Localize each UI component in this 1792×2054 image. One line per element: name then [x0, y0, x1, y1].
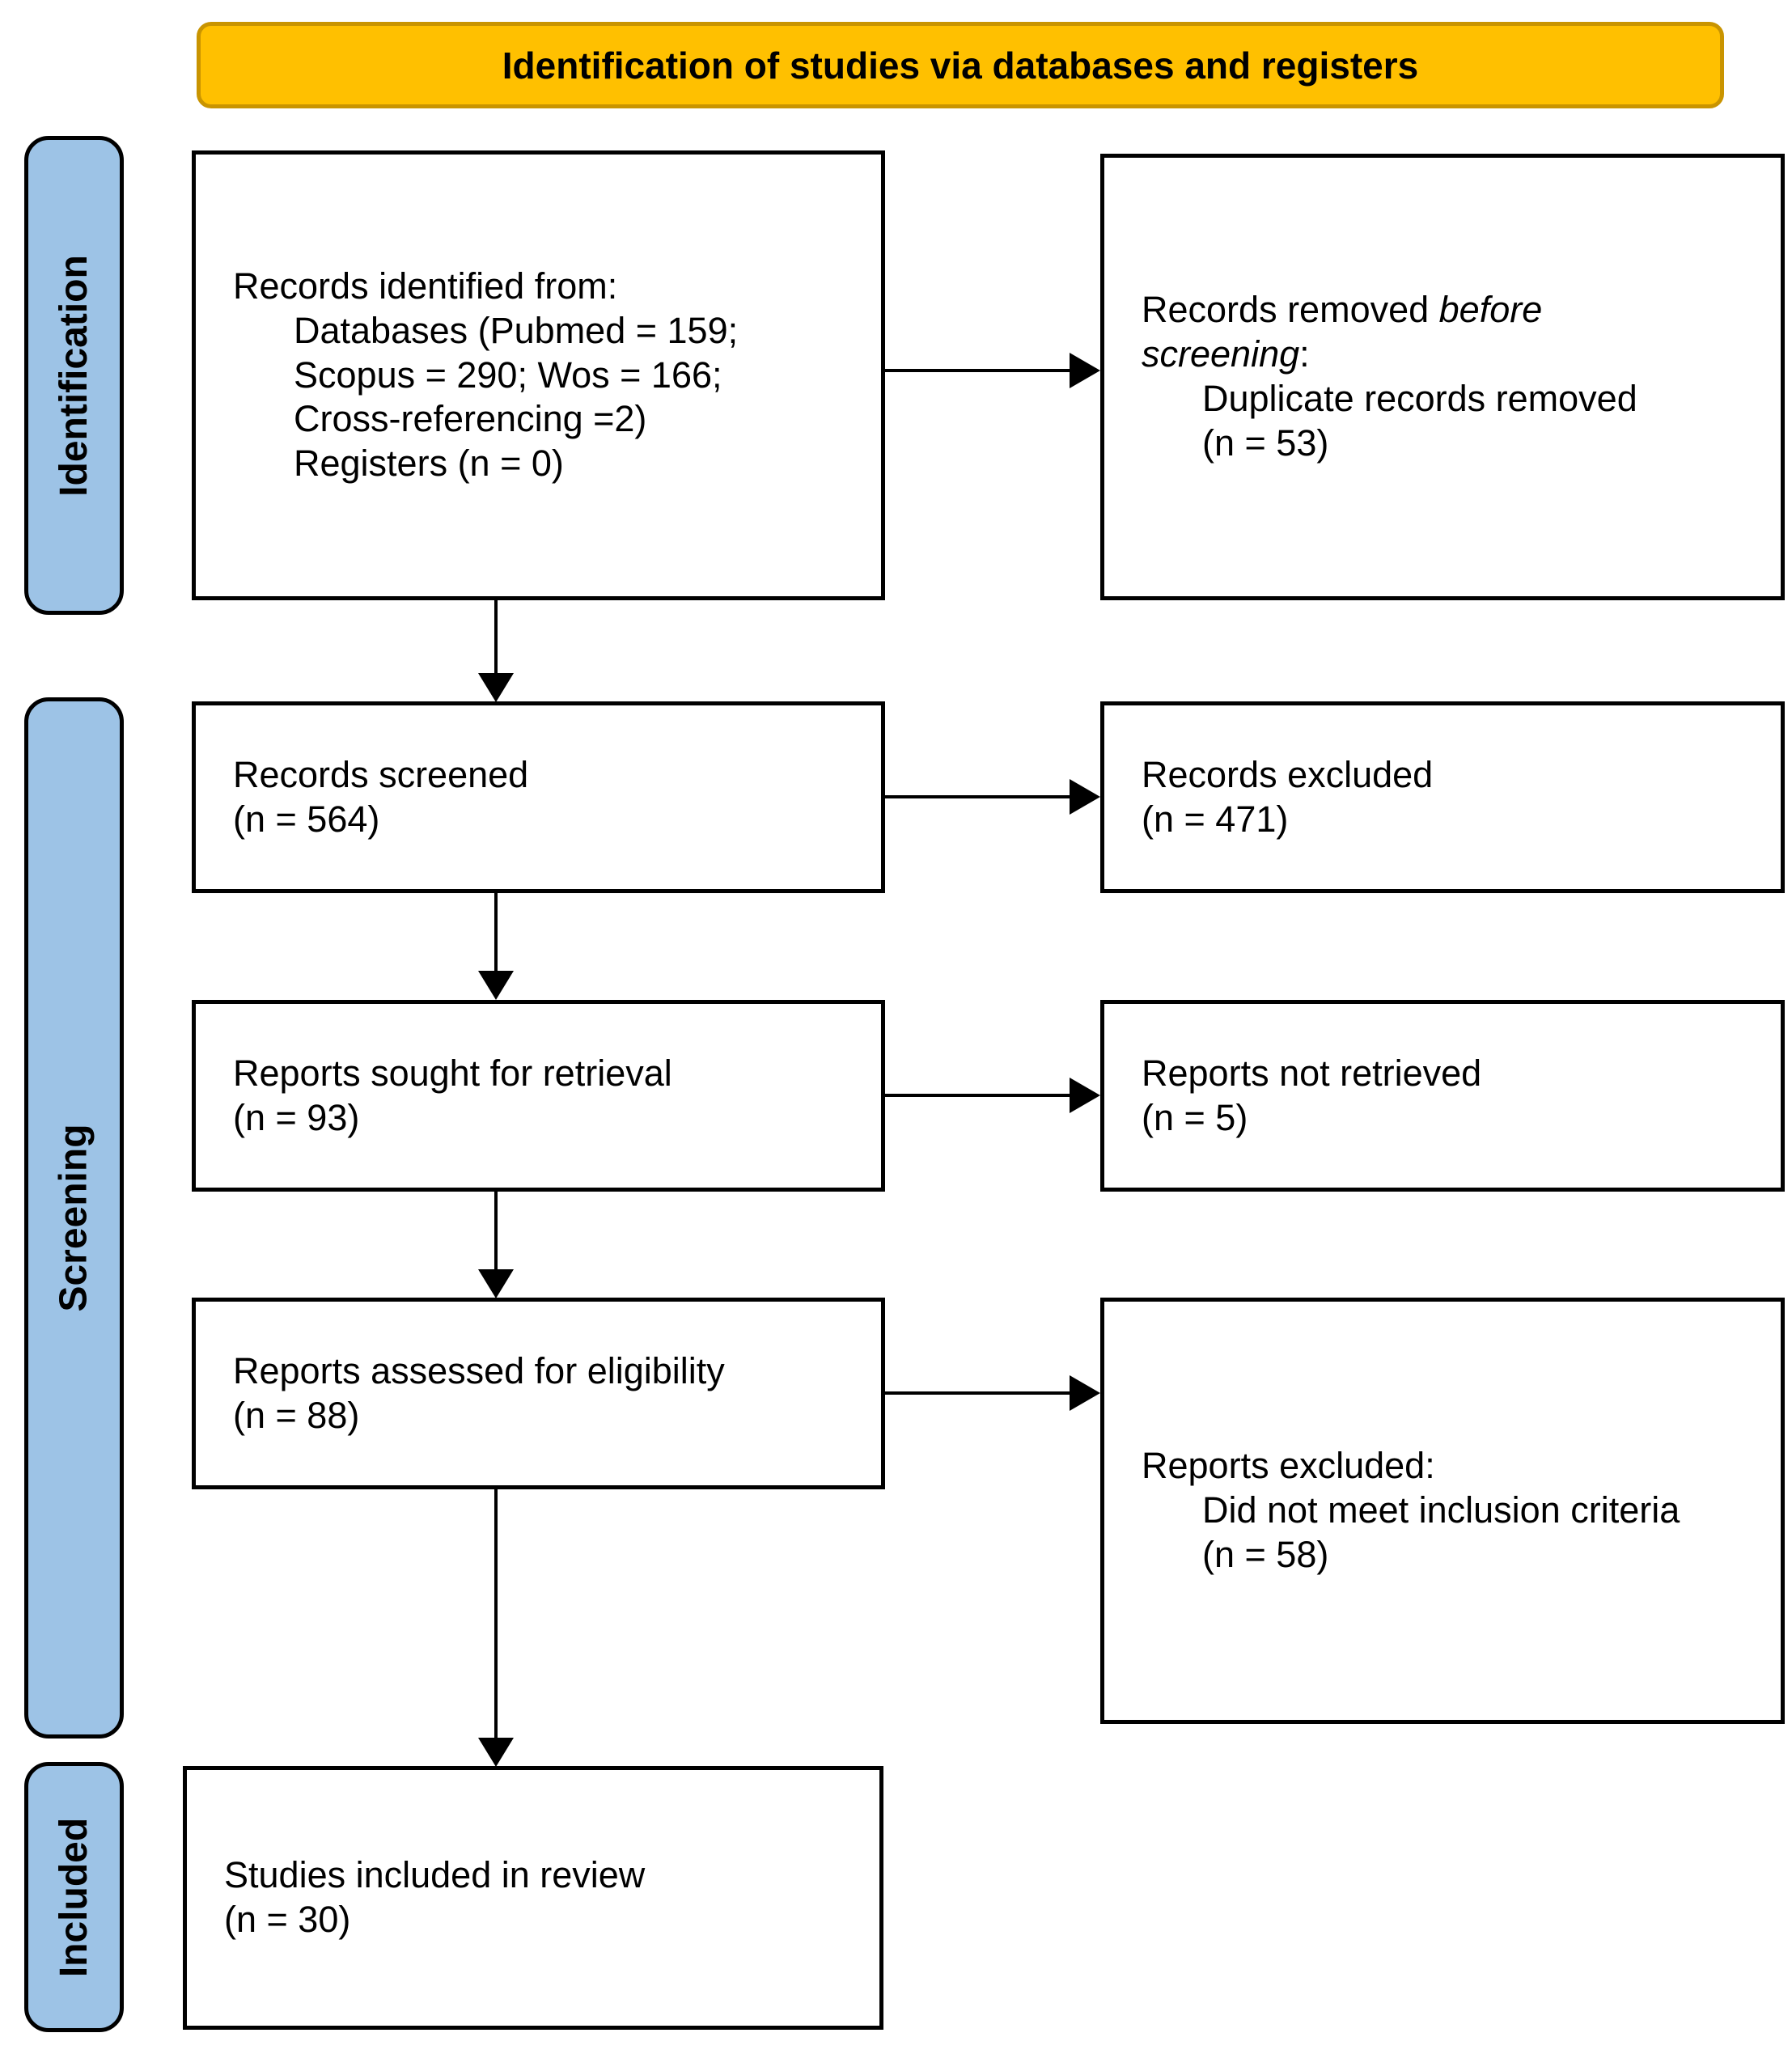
arrow-down-screened-to-sought-icon	[478, 893, 514, 1000]
records-screened-title: Records screened	[233, 753, 529, 795]
arrow-line	[494, 893, 498, 974]
records-removed-italic-before: before	[1438, 289, 1543, 331]
arrow-head-right-icon	[1070, 779, 1100, 815]
studies-included-count: (n = 30)	[224, 1899, 351, 1940]
records-identified-detail-line: Registers (n = 0)	[294, 443, 564, 485]
box-reports-not-retrieved	[1100, 1000, 1785, 1192]
arrow-right-identified-to-removed-icon	[885, 353, 1100, 388]
reports-sought-count: (n = 93)	[233, 1096, 360, 1138]
stage-label-identification: Identification	[53, 254, 96, 497]
records-identified-title: Records identified from:	[233, 265, 618, 307]
arrow-line	[885, 1391, 1073, 1395]
arrow-right-screened-to-excluded-icon	[885, 779, 1100, 815]
box-reports-excluded	[1100, 1298, 1785, 1724]
arrow-down-identified-to-screened-icon	[478, 600, 514, 702]
box-studies-included	[183, 1766, 883, 2030]
records-excluded-title: Records excluded	[1142, 753, 1434, 795]
box-records-excluded	[1100, 701, 1785, 893]
arrow-line	[885, 1094, 1073, 1097]
records-removed-italic-screening: screening	[1142, 333, 1300, 375]
reports-sought-title: Reports sought for retrieval	[233, 1052, 672, 1094]
records-removed-title-line2: screening:	[1142, 333, 1310, 375]
records-removed-title-line1: Records removed before	[1142, 289, 1543, 331]
arrow-head-down-icon	[478, 673, 514, 702]
stage-label-included: Included	[53, 1817, 95, 1977]
records-screened-count: (n = 564)	[233, 798, 380, 840]
records-identified-detail-line: Databases (Pubmed = 159;	[294, 309, 739, 351]
reports-assessed-count: (n = 88)	[233, 1394, 360, 1436]
box-records-screened	[192, 701, 885, 893]
reports-assessed-title: Reports assessed for eligibility	[233, 1349, 725, 1391]
arrow-line	[494, 1489, 498, 1741]
arrow-head-down-icon	[478, 1738, 514, 1767]
box-reports-sought	[192, 1000, 885, 1192]
box-reports-assessed	[192, 1298, 885, 1489]
stage-bar-included	[24, 1762, 124, 2032]
records-excluded-count: (n = 471)	[1142, 798, 1289, 840]
arrow-down-sought-to-assessed-icon	[478, 1192, 514, 1298]
arrow-line	[885, 369, 1073, 372]
reports-excluded-detail: Did not meet inclusion criteria	[1202, 1489, 1680, 1531]
records-removed-count: (n = 53)	[1202, 421, 1329, 464]
banner-title: Identification of studies via databases and registers	[197, 22, 1724, 108]
arrow-right-assessed-to-reports-excluded-icon	[885, 1375, 1100, 1411]
box-records-removed-before-screening	[1100, 154, 1785, 600]
arrow-head-right-icon	[1070, 1375, 1100, 1411]
stage-label-screening: Screening	[53, 1124, 96, 1312]
arrow-head-down-icon	[478, 971, 514, 1000]
arrow-line	[885, 795, 1073, 798]
records-removed-detail: Duplicate records removed	[1202, 378, 1637, 419]
reports-not-retrieved-count: (n = 5)	[1142, 1096, 1248, 1138]
stage-bar-screening	[24, 697, 124, 1738]
arrow-down-assessed-to-included-icon	[478, 1489, 514, 1767]
records-identified-detail-line: Scopus = 290; Wos = 166;	[294, 354, 722, 396]
records-identified-detail-line: Cross-referencing =2)	[294, 398, 647, 440]
arrow-head-down-icon	[478, 1269, 514, 1298]
studies-included-title: Studies included in review	[224, 1854, 646, 1896]
arrow-line	[494, 600, 498, 676]
arrow-head-right-icon	[1070, 1078, 1100, 1113]
reports-excluded-title: Reports excluded:	[1142, 1445, 1435, 1487]
reports-not-retrieved-title: Reports not retrieved	[1142, 1052, 1482, 1094]
stage-bar-identification	[24, 136, 124, 615]
arrow-line	[494, 1192, 498, 1273]
reports-excluded-count: (n = 58)	[1202, 1533, 1329, 1575]
arrow-head-right-icon	[1070, 353, 1100, 388]
box-records-identified	[192, 150, 885, 600]
arrow-right-sought-to-not-retrieved-icon	[885, 1078, 1100, 1113]
